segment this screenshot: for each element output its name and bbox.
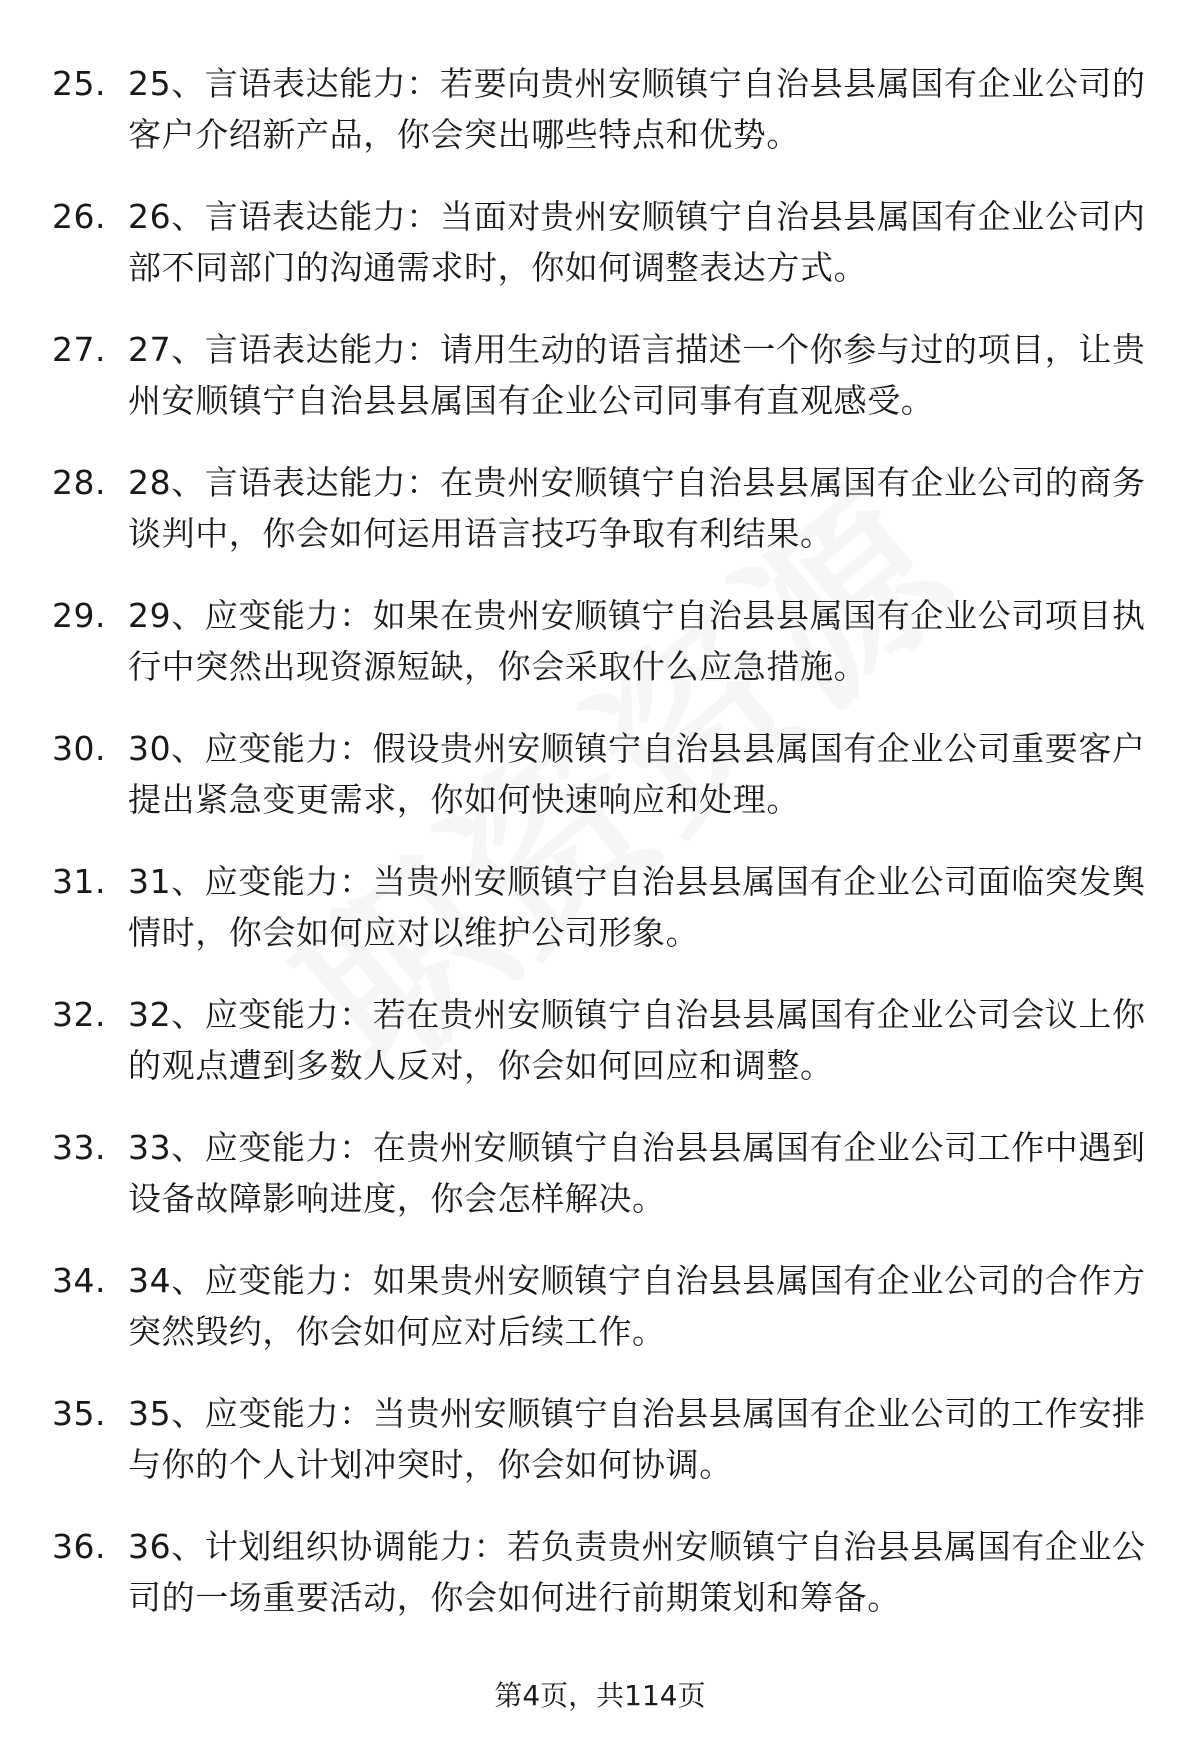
question-number: 32. (52, 995, 106, 1034)
question-text: 36、计划组织协调能力：若负责贵州安顺镇宁自治县县属国有企业公司的一场重要活动，你会如何进行前期策划和筹备。 (128, 1527, 1146, 1617)
question-text: 35、应变能力：当贵州安顺镇宁自治县县属国有企业公司的工作安排与你的个人计划冲突时，你会如何协调。 (128, 1394, 1146, 1484)
question-number: 34. (52, 1261, 106, 1300)
list-item (52, 457, 1152, 590)
list-item (52, 1388, 1152, 1521)
list-item (52, 1255, 1152, 1388)
question-text: 25、言语表达能力：若要向贵州安顺镇宁自治县县属国有企业公司的客户介绍新产品，你会突出哪些特点和优势。 (128, 64, 1146, 154)
list-item (52, 856, 1152, 989)
question-text: 27、言语表达能力：请用生动的语言描述一个你参与过的项目，让贵州安顺镇宁自治县县属国有企业公司同事有直观感受。 (128, 330, 1146, 420)
question-text: 34、应变能力：如果贵州安顺镇宁自治县县属国有企业公司的合作方突然毁约，你会如何应对后续工作。 (128, 1261, 1146, 1351)
list-item (52, 1122, 1152, 1255)
list-item (52, 989, 1152, 1122)
question-text: 32、应变能力：若在贵州安顺镇宁自治县县属国有企业公司会议上你的观点遭到多数人反对，你会如何回应和调整。 (128, 995, 1146, 1085)
list-item (52, 723, 1152, 856)
question-text: 26、言语表达能力：当面对贵州安顺镇宁自治县县属国有企业公司内部不同部门的沟通需求时，你如何调整表达方式。 (128, 197, 1146, 287)
list-item (52, 324, 1152, 457)
list-item (52, 590, 1152, 723)
list-item (52, 58, 1152, 191)
list-item (52, 191, 1152, 324)
question-number: 33. (52, 1128, 106, 1167)
question-number: 36. (52, 1527, 106, 1566)
question-number: 27. (52, 330, 106, 369)
question-number: 28. (52, 463, 106, 502)
question-text: 31、应变能力：当贵州安顺镇宁自治县县属国有企业公司面临突发舆情时，你会如何应对以维护公司形象。 (128, 862, 1146, 952)
list-item (52, 1521, 1152, 1654)
question-text: 29、应变能力：如果在贵州安顺镇宁自治县县属国有企业公司项目执行中突然出现资源短缺，你会采取什么应急措施。 (128, 596, 1146, 686)
page-number-footer: 第4页，共114页 (494, 1679, 706, 1712)
question-text: 28、言语表达能力：在贵州安顺镇宁自治县县属国有企业公司的商务谈判中，你会如何运用语言技巧争取有利结果。 (128, 463, 1146, 553)
question-text: 33、应变能力：在贵州安顺镇宁自治县县属国有企业公司工作中遇到设备故障影响进度，你会怎样解决。 (128, 1128, 1146, 1218)
question-number: 29. (52, 596, 106, 635)
question-number: 30. (52, 729, 106, 768)
question-number: 25. (52, 64, 106, 103)
question-number: 31. (52, 862, 106, 901)
question-text: 30、应变能力：假设贵州安顺镇宁自治县县属国有企业公司重要客户提出紧急变更需求，你如何快速响应和处理。 (128, 729, 1146, 819)
question-list (52, 58, 1152, 1654)
question-number: 35. (52, 1394, 106, 1433)
question-number: 26. (52, 197, 106, 236)
